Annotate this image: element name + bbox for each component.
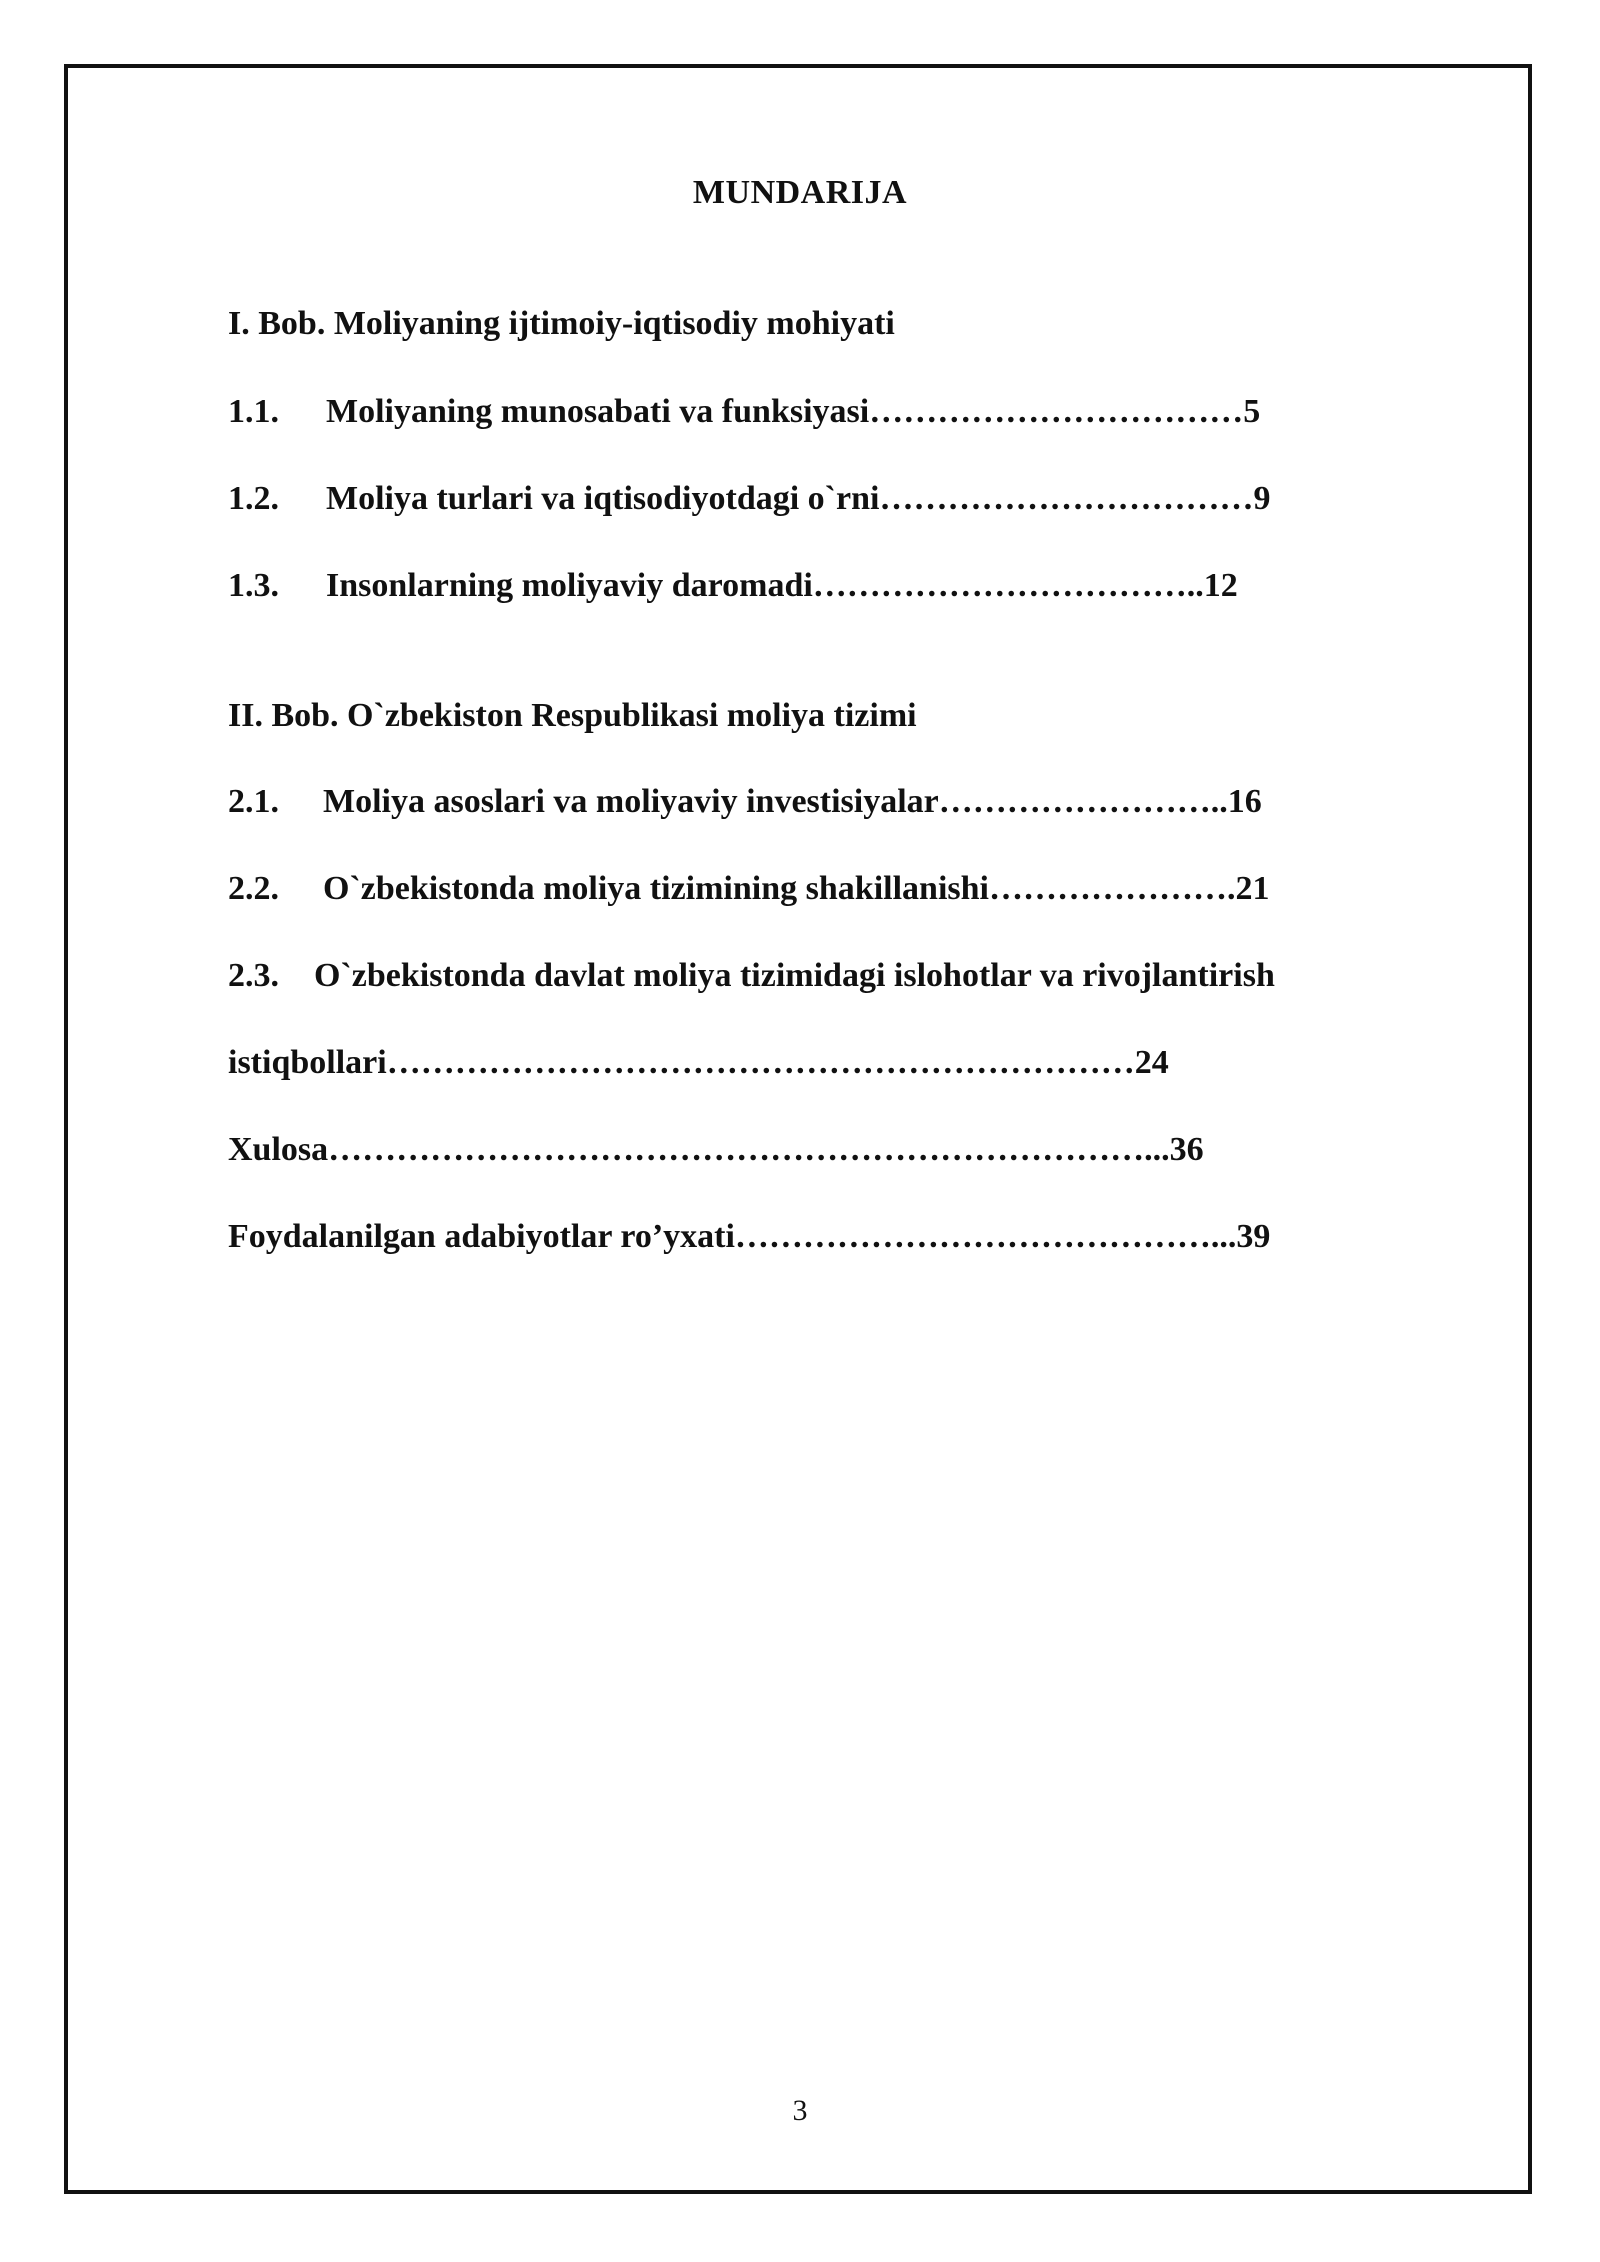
- toc-entry-1-1: [228, 392, 1260, 432]
- toc-entry-2-3: [228, 956, 1275, 996]
- toc-entry-number: 2.2.: [228, 870, 279, 907]
- toc-entry-text: Insonlarning moliyaviy daromadi……………………………..12: [326, 567, 1238, 604]
- toc-entry-number: 1.2.: [228, 480, 279, 517]
- page-border: [64, 64, 1532, 2194]
- toc-entry-1-2: [228, 479, 1270, 519]
- chapter-heading-2: II. Bob. O`zbekiston Respublikasi moliya tizimi: [228, 697, 917, 734]
- toc-entry-2-2: [228, 869, 1269, 909]
- toc-entry-text: Moliya turlari va iqtisodiyotdagi o`rni……………………………9: [326, 480, 1271, 517]
- chapter-heading-1: I. Bob. Moliyaning ijtimoiy-iqtisodiy mohiyati: [228, 305, 895, 342]
- toc-entry-number: 1.1.: [228, 393, 279, 430]
- toc-title: MUNDARIJA: [692, 174, 908, 211]
- toc-entry-text: O`zbekistonda moliya tizimining shakillanishi………………….21: [323, 870, 1270, 907]
- toc-entry-1-3: [228, 566, 1238, 606]
- toc-entry-2-1: [228, 782, 1262, 822]
- toc-entry-text: Moliya asoslari va moliyaviy investisiyalar……………………..16: [323, 783, 1262, 820]
- toc-entry-text: O`zbekistonda davlat moliya tizimidagi islohotlar va rivojlantirish: [314, 957, 1275, 994]
- page-number: 3: [792, 2094, 808, 2127]
- toc-entry-number: 2.1.: [228, 783, 279, 820]
- toc-entry-references: Foydalanilgan adabiyotlar ro’yxati……………………………………...39: [228, 1218, 1271, 1255]
- toc-entry-conclusion: Xulosa………………………………………………………………...36: [228, 1131, 1204, 1168]
- toc-entry-number: 1.3.: [228, 567, 279, 604]
- toc-entry-number: 2.3.: [228, 957, 279, 994]
- toc-entry-text: Moliyaning munosabati va funksiyasi……………………………5: [326, 393, 1261, 430]
- toc-entry-2-3-continuation: istiqbollari…………………………………………………………24: [228, 1044, 1169, 1081]
